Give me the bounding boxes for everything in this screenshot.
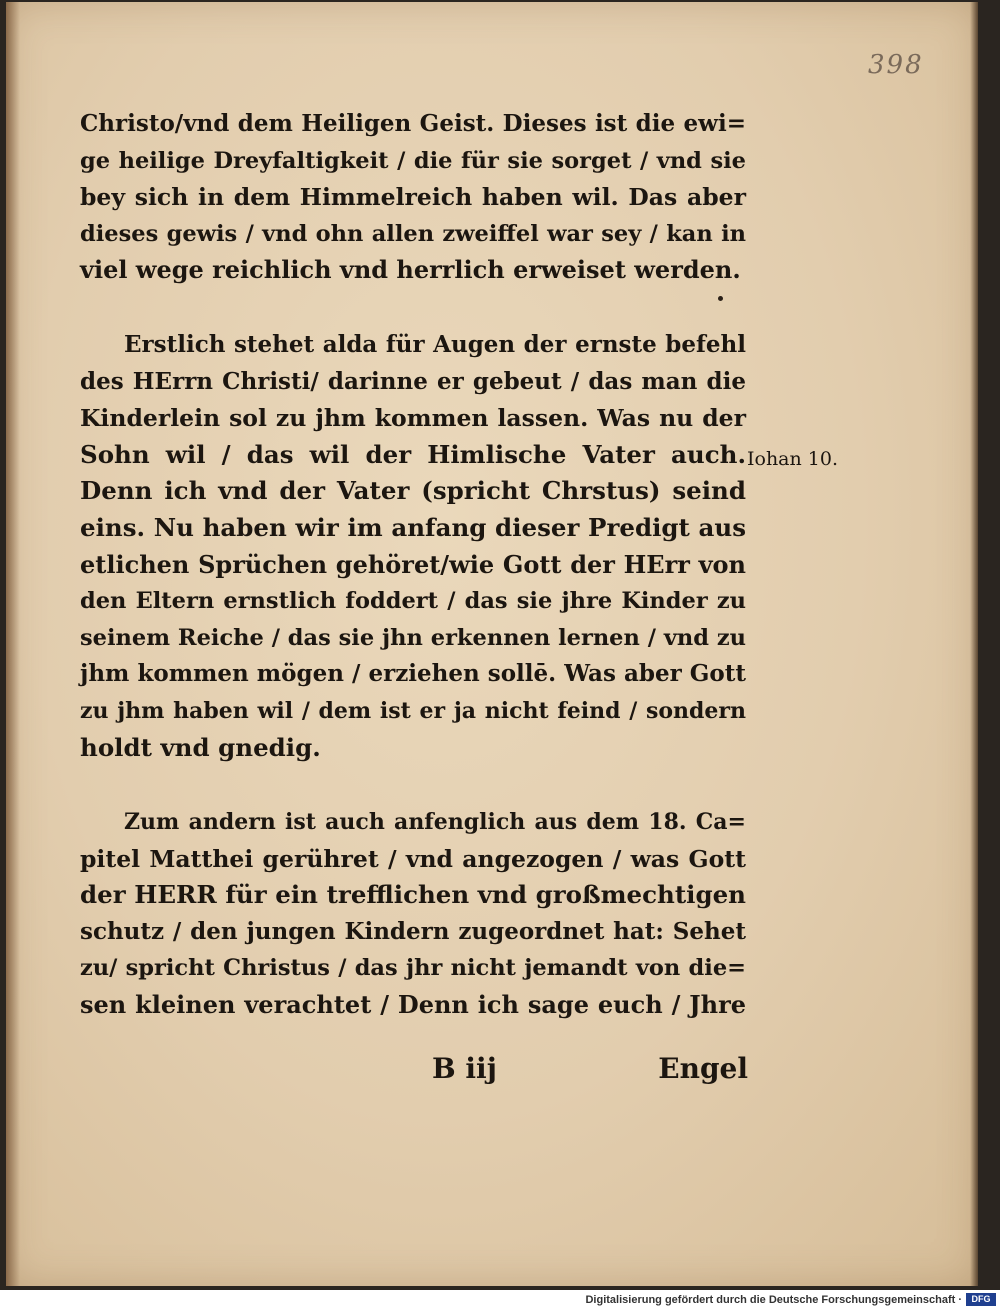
text-line: zu jhm haben wil / dem ist er ja nicht feind / sondern [80, 697, 746, 724]
page-edge-shadow [970, 2, 978, 1286]
margin-note: Iohan 10. [747, 448, 839, 470]
main-text [80, 106, 746, 1024]
funding-credit: Digitalisierung gefördert durch die Deutsche Forschungsgemeinschaft · [585, 1294, 962, 1306]
text-line: bey sich in dem Himmelreich haben wil. Das aber [80, 183, 746, 212]
text-line: der HERR für ein trefflichen vnd großmechtigen [80, 880, 746, 910]
paragraph-3 [80, 804, 746, 1024]
text-line: Zum andern ist auch anfenglich aus dem 18. Ca= [124, 809, 746, 836]
text-line: Denn ich vnd der Vater (spricht Chrstus) seind [80, 476, 746, 506]
text-line: jhm kommen mögen / erziehen sollē. Was aber Gott [80, 660, 746, 688]
text-line: Sohn wil / das wil der Himlische Vater auch. [80, 439, 746, 469]
text-line: des HErrn Christi/ darinne er gebeut / das man die [80, 367, 746, 395]
text-line: holdt vnd gnedig. [80, 732, 321, 762]
signature-mark: B iij [432, 1052, 497, 1085]
text-line: zu/ spricht Christus / das jhr nicht jemandt von die= [80, 955, 746, 982]
text-line: sen kleinen verachtet / Denn ich sage euch / Jhre [80, 990, 746, 1020]
page-gutter-shadow [6, 2, 20, 1286]
catchword: Engel [658, 1052, 748, 1085]
text-line: schutz / den jungen Kindern zugeordnet hat: Sehet [80, 917, 746, 945]
text-line: den Eltern ernstlich foddert / das sie jhre Kinder zu [80, 588, 746, 615]
text-line: etlichen Sprüchen gehöret/wie Gott der HErr von [80, 549, 746, 579]
paragraph-2 [80, 327, 746, 766]
text-line: pitel Matthei gerühret / vnd angezogen / was Gott [80, 844, 746, 873]
text-line: Kinderlein sol zu jhm kommen lassen. Was nu der [80, 404, 746, 433]
text-line: ge heilige Dreyfaltigkeit / die für sie sorget / vnd sie [80, 147, 746, 174]
dfg-logo-icon: DFG [966, 1293, 996, 1306]
text-line: Erstlich stehet alda für Augen der ernste befehl [124, 330, 746, 358]
text-line: viel wege reichlich vnd herrlich erweiset werden. [80, 255, 741, 285]
ink-dot [718, 296, 723, 301]
paragraph-1 [80, 106, 746, 289]
text-line: seinem Reiche / das sie jhn erkennen lernen / vnd zu [80, 624, 746, 651]
text-line: eins. Nu haben wir im anfang dieser Predigt aus [80, 512, 746, 542]
folio-number: 398 [868, 50, 924, 80]
text-line: dieses gewis / vnd ohn allen zweiffel war sey / kan in [80, 220, 746, 247]
text-line: Christo/vnd dem Heiligen Geist. Dieses ist die ewi= [80, 110, 746, 137]
